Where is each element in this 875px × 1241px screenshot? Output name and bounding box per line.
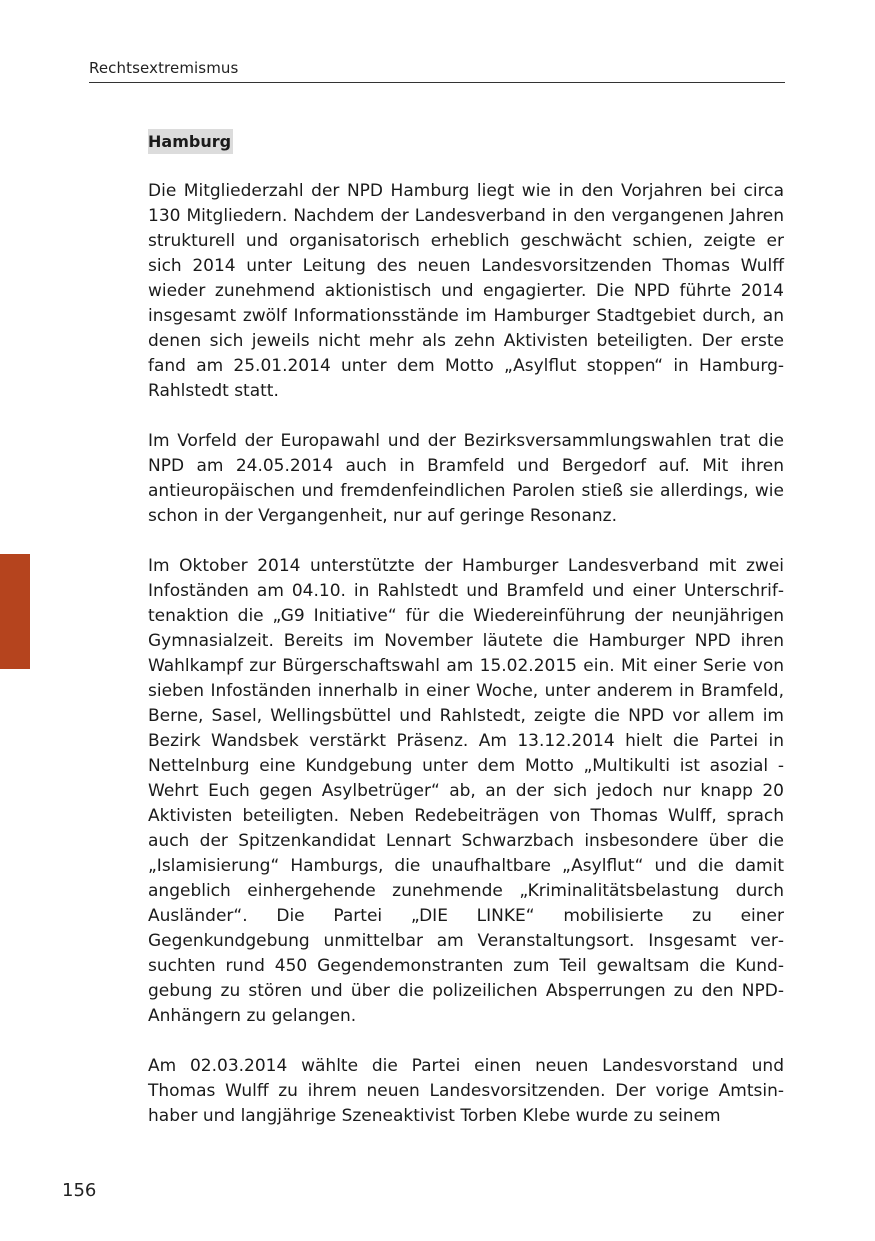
header-rule [89,82,785,83]
paragraph-1: Die Mitgliederzahl der NPD Hamburg liegt wie in den Vorjahren bei circa 130 Mitgliedern. Nachdem der Landesverband in den vergangenen Jahren strukturell und organisatorisch erheblich geschwächt schien, zeigte er sich 2014 unter Leitung des neuen Landesvorsitzenden Thomas Wulff wieder zunehmend aktionistisch und engagierter. Die NPD führte 2014 insgesamt zwölf Informationsstände im Hamburger Stadtgebiet durch, an denen sich jeweils nicht mehr als zehn Aktivisten beteiligten. Der erste fand am 25.01.2014 unter dem Motto „Asylflut stoppen“ in Hamburg-Rahlstedt statt. [148,181,784,401]
chapter-tab-marker [0,554,30,669]
paragraph-2: Im Vorfeld der Europawahl und der Bezirksversammlungswahlen trat die NPD am 24.05.2014 auch in Bramfeld und Bergedorf auf. Mit ihren antieuropäischen und fremdenfeindlichen Parolen stieß sie allerdings, wie schon in der Vergangenheit, nur auf geringe Resonanz. [148,431,784,526]
paragraph-4: Am 02.03.2014 wählte die Partei einen neuen Landesvorstand und Thomas Wulff zu ihrem neuen Landesvorsitzenden. Der vorige Amtsinhaber und langjährige Szeneaktivist Torben Klebe wurde zu seinem [148,1056,784,1126]
page-number: 156 [62,1180,97,1201]
paragraph-3: Im Oktober 2014 unterstützte der Hamburger Landesverband mit zwei Infoständen am 04.10. in Rahlstedt und Bramfeld und einer Unterschriftenaktion die „G9 Initiative“ für die Wiedereinführung der neunjährigen Gymnasialzeit. Bereits im November läutete die Hamburger NPD ihren Wahlkampf zur Bürgerschaftswahl am 15.02.2015 ein. Mit einer Serie von sieben Infoständen innerhalb in einer Woche, unter anderem in Bramfeld, Berne, Sasel, Wellingsbüttel und Rahlstedt, zeigte die NPD vor allem im Bezirk Wandsbek verstärkt Präsenz. Am 13.12.2014 hielt die Partei in Nettelnburg eine Kundgebung unter dem Motto „Multikulti ist asozial - Wehrt Euch gegen Asylbetrüger“ ab, an der sich jedoch nur knapp 20 Aktivisten beteiligten. Neben Redebeiträgen von Thomas Wulff, sprach auch der Spitzenkandidat Lennart Schwarzbach insbesondere über die „Islamisierung“ Hamburgs, die unaufhaltbare „Asylflut“ und die damit angeblich einhergehende zunehmende „Kriminalitätsbelastung durch Ausländer“. Die Partei „DIE LINKE“ mobilisierte zu einer Gegenkundgebung unmittelbar am Veranstaltungsort. Insgesamt versuchten rund 450 Gegendemonstranten zum Teil gewaltsam die Kundgebung zu stören und über die polizeilichen Absperrungen zu den NPD-Anhängern zu gelangen. [148,556,784,1026]
running-header: Rechtsextremismus [89,59,239,77]
page-body [148,129,784,1129]
section-title: Hamburg [148,129,233,154]
